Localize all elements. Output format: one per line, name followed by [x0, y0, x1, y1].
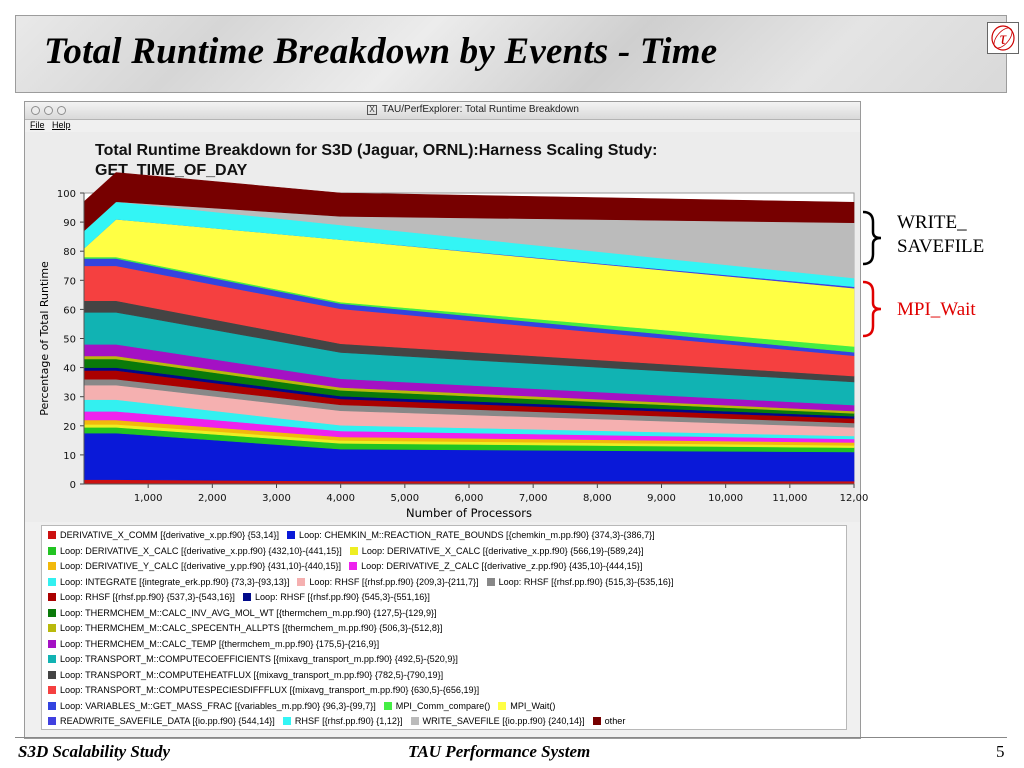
legend-label: Loop: TRANSPORT_M::COMPUTEHEATFLUX [{mixavg_transport_m.pp.f90} {782,5}-{790,19}]	[60, 669, 444, 680]
x-tick-label-3000: 3,000	[262, 493, 291, 504]
y-tick-label-20: 20	[63, 421, 76, 433]
legend-label: Loop: RHSF [{rhsf.pp.f90} {515,3}-{535,16}]	[498, 576, 674, 587]
legend-item	[48, 530, 279, 540]
legend-label: MPI_Comm_compare()	[395, 700, 491, 711]
chart-legend	[41, 525, 847, 730]
page-number: 5	[996, 742, 1005, 761]
legend-item	[48, 685, 479, 695]
footer-left: S3D Scalability Study	[18, 742, 171, 761]
legend-label: DERIVATIVE_X_COMM [{derivative_x.pp.f90} {53,14}]	[60, 530, 280, 540]
legend-row	[48, 592, 438, 606]
write-savefile-brace-icon	[863, 212, 881, 264]
legend-item	[283, 716, 403, 726]
legend-label: Loop: VARIABLES_M::GET_MASS_FRAC [{variables_m.pp.f90} {96,3}-{99,7}]	[60, 700, 376, 711]
mpi-wait-brace-icon	[863, 282, 881, 336]
legend-item	[48, 561, 341, 571]
legend-item	[349, 561, 642, 571]
window-title: TAU/PerfExplorer: Total Runtime Breakdown	[382, 104, 579, 115]
legend-item	[48, 716, 275, 726]
legend-label: MPI_Wait()	[510, 700, 556, 711]
legend-row	[48, 701, 563, 715]
legend-row	[48, 685, 487, 699]
legend-item	[48, 654, 458, 664]
legend-item	[48, 701, 376, 711]
legend-swatch-icon	[48, 593, 56, 601]
legend-row	[48, 639, 387, 653]
legend-swatch-icon	[48, 702, 56, 710]
legend-swatch-icon	[48, 671, 56, 679]
legend-item	[498, 701, 555, 711]
legend-swatch-icon	[48, 624, 56, 632]
legend-item	[487, 577, 674, 587]
svg-text:τ: τ	[999, 28, 1007, 48]
close-window-button[interactable]	[31, 106, 40, 115]
mpi-wait-annotation: MPI_Wait	[897, 299, 976, 320]
legend-label: Loop: DERIVATIVE_Z_CALC [{derivative_z.pp.f90} {435,10}-{444,15}]	[361, 561, 643, 571]
legend-item	[411, 716, 585, 726]
menu-bar	[25, 119, 860, 132]
x-tick-label-10000: 10,000	[708, 493, 744, 504]
legend-item	[287, 530, 655, 540]
legend-swatch-icon	[48, 640, 56, 648]
legend-swatch-icon	[287, 531, 295, 539]
legend-row	[48, 716, 633, 730]
x-axis-label: Number of Processors	[406, 506, 532, 520]
x-tick-label-12000: 12,00	[839, 493, 869, 504]
footer-center: TAU Performance System	[408, 742, 591, 761]
stacked-area-chart	[25, 132, 869, 522]
legend-label: Loop: DERIVATIVE_X_CALC [{derivative_x.pp.f90} {566,19}-{589,24}]	[361, 545, 644, 556]
x-tick-label-6000: 6,000	[454, 493, 484, 504]
footer-divider	[15, 737, 1007, 738]
chart-title-line-2: GET_TIME_OF_DAY	[95, 162, 248, 179]
x-tick-label-11000: 11,000	[772, 493, 808, 504]
legend-swatch-icon	[283, 717, 291, 725]
legend-swatch-icon	[350, 547, 358, 555]
x-tick-label-5000: 5,000	[390, 493, 420, 504]
legend-label: Loop: DERIVATIVE_X_CALC [{derivative_x.pp.f90} {432,10}-{441,15}]	[60, 545, 342, 556]
legend-label: Loop: TRANSPORT_M::COMPUTECOEFFICIENTS [{mixavg_transport_m.pp.f90} {492,5}-{520,9}]	[60, 654, 458, 664]
legend-item	[297, 577, 478, 587]
legend-swatch-icon	[593, 717, 601, 725]
y-axis-label: Percentage of Total Runtime	[38, 261, 51, 416]
legend-label: Loop: TRANSPORT_M::COMPUTESPECIESDIFFFLUX [{mixavg_transport_m.pp.f90} {630,5}-{656,19}]	[60, 685, 480, 695]
legend-swatch-icon	[48, 655, 56, 663]
legend-label: WRITE_SAVEFILE [{io.pp.f90} {240,14}]	[422, 716, 585, 726]
menu-help[interactable]: Help	[52, 120, 71, 130]
legend-label: Loop: RHSF [{rhsf.pp.f90} {537,3}-{543,16}]	[60, 592, 235, 602]
x-tick-label-9000: 9,000	[647, 493, 676, 504]
tau-logo-icon	[987, 22, 1019, 54]
x-tick-label-7000: 7,000	[518, 493, 548, 504]
x11-icon: X	[367, 105, 377, 115]
y-tick-label-10: 10	[63, 450, 76, 462]
legend-item	[593, 716, 626, 726]
legend-swatch-icon	[48, 547, 56, 555]
legend-item	[48, 577, 289, 587]
minimize-window-button[interactable]	[44, 106, 53, 115]
y-tick-label-30: 30	[63, 392, 76, 404]
legend-label: Loop: INTEGRATE [{integrate_erk.pp.f90} {73,3}-{93,13}]	[60, 576, 290, 587]
y-tick-label-60: 60	[63, 305, 76, 317]
legend-label: Loop: RHSF [{rhsf.pp.f90} {209,3}-{211,7}]	[309, 576, 479, 587]
window-titlebar[interactable]	[25, 102, 860, 120]
legend-row	[48, 608, 445, 622]
legend-row	[48, 654, 466, 668]
menu-file[interactable]: File	[30, 120, 45, 130]
legend-item	[48, 592, 235, 602]
slide-title: Total Runtime Breakdown by Events - Time	[44, 31, 718, 72]
perfexplorer-window[interactable]	[24, 101, 869, 739]
legend-swatch-icon	[411, 717, 419, 725]
legend-swatch-icon	[48, 686, 56, 694]
legend-swatch-icon	[297, 578, 305, 586]
x-tick-label-8000: 8,000	[583, 493, 612, 504]
legend-swatch-icon	[48, 531, 56, 539]
chart-title-line-1: Total Runtime Breakdown for S3D (Jaguar, ORNL):Harness Scaling Study:	[95, 142, 658, 159]
legend-row	[48, 670, 451, 684]
legend-item	[48, 608, 437, 618]
legend-row	[48, 623, 450, 637]
legend-item	[384, 701, 491, 711]
legend-label: RHSF [{rhsf.pp.f90} {1,12}]	[294, 716, 403, 726]
legend-label: other	[604, 716, 626, 726]
legend-swatch-icon	[349, 562, 357, 570]
write-savefile-annotation: WRITE_ SAVEFILE	[897, 212, 985, 257]
legend-swatch-icon	[48, 562, 56, 570]
legend-swatch-icon	[48, 609, 56, 617]
legend-row	[48, 577, 682, 591]
y-tick-label-50: 50	[63, 334, 76, 346]
legend-item	[48, 670, 443, 680]
x-tick-label-2000: 2,000	[198, 493, 227, 504]
legend-row	[48, 530, 663, 544]
legend-swatch-icon	[487, 578, 495, 586]
zoom-window-button[interactable]	[57, 106, 66, 115]
legend-swatch-icon	[243, 593, 251, 601]
y-tick-label-80: 80	[63, 247, 76, 259]
legend-swatch-icon	[48, 578, 56, 586]
legend-swatch-icon	[498, 702, 506, 710]
y-tick-label-40: 40	[63, 363, 76, 375]
y-tick-label-90: 90	[63, 218, 76, 230]
legend-label: Loop: CHEMKIN_M::REACTION_RATE_BOUNDS [{chemkin_m.pp.f90} {374,3}-{386,7}]	[299, 530, 655, 540]
legend-item	[243, 592, 430, 602]
y-tick-label-100: 100	[56, 189, 76, 200]
slide-banner	[15, 15, 1007, 93]
legend-label: Loop: THERMCHEM_M::CALC_SPECENTH_ALLPTS [{thermchem_m.pp.f90} {506,3}-{512,8}]	[60, 623, 443, 633]
legend-label: READWRITE_SAVEFILE_DATA [{io.pp.f90} {544,14}]	[60, 716, 275, 726]
legend-swatch-icon	[48, 717, 56, 725]
legend-item	[350, 546, 644, 556]
y-tick-label-70: 70	[63, 276, 76, 288]
x-tick-label-4000: 4,000	[326, 493, 355, 504]
chart-panel	[25, 132, 869, 522]
legend-row	[48, 546, 652, 560]
y-tick-label-0: 0	[69, 480, 76, 491]
legend-label: Loop: THERMCHEM_M::CALC_TEMP [{thermchem_m.pp.f90} {175,5}-{216,9}]	[60, 638, 380, 649]
x-tick-label-1000: 1,000	[133, 493, 163, 504]
legend-row	[48, 561, 650, 575]
legend-label: Loop: THERMCHEM_M::CALC_INV_AVG_MOL_WT [{thermchem_m.pp.f90} {127,5}-{129,9}]	[60, 607, 437, 618]
legend-label: Loop: RHSF [{rhsf.pp.f90} {545,3}-{551,16}]	[254, 592, 430, 602]
legend-item	[48, 639, 379, 649]
legend-label: Loop: DERIVATIVE_Y_CALC [{derivative_y.pp.f90} {431,10}-{440,15}]	[60, 561, 342, 571]
legend-item	[48, 623, 442, 633]
legend-item	[48, 546, 342, 556]
legend-swatch-icon	[384, 702, 392, 710]
